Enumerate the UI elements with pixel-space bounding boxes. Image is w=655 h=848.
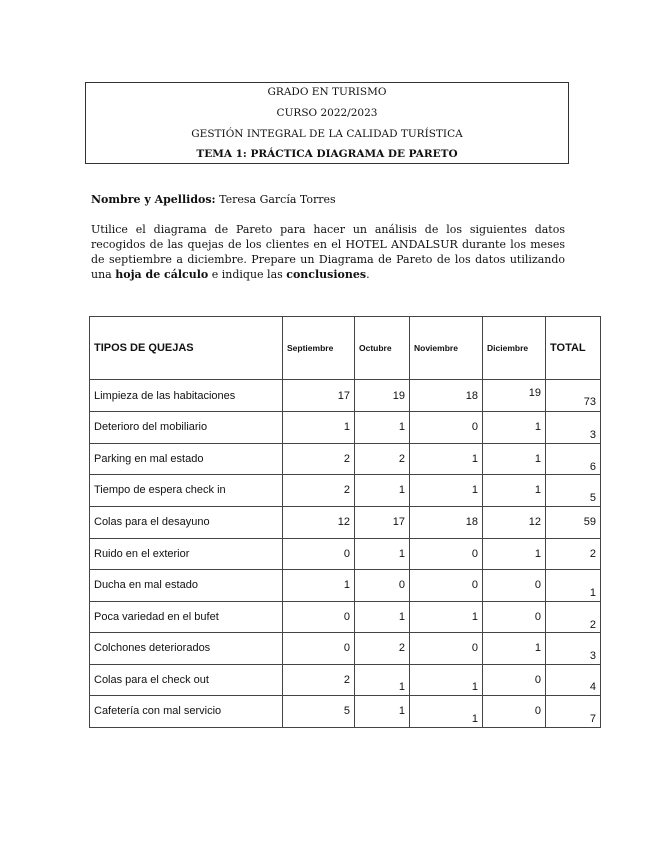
topic-title: TEMA 1: PRÁCTICA DIAGRAMA DE PARETO: [196, 148, 458, 160]
header-octubre: Octubre: [355, 317, 410, 380]
cell-oct: [355, 380, 410, 412]
value: 2: [343, 452, 350, 465]
document-header: [85, 82, 569, 164]
header-diciembre: Diciembre: [483, 317, 546, 380]
value: 2: [343, 673, 350, 686]
value: 1: [398, 705, 405, 718]
cell-nov: [410, 443, 483, 475]
value: 7: [589, 713, 596, 726]
value: 0: [534, 673, 541, 686]
value: 19: [528, 386, 541, 399]
value: 73: [583, 395, 596, 408]
table-row: [90, 475, 601, 507]
cell-total: [546, 601, 601, 633]
complaints-table: [89, 316, 601, 728]
cell-total: [546, 664, 601, 696]
cell-dic: [483, 475, 546, 507]
cell-total: [546, 380, 601, 412]
value: 1: [589, 587, 596, 600]
value: 1: [398, 421, 405, 434]
cell-sep: [283, 443, 355, 475]
cell-oct: [355, 412, 410, 444]
value: 5: [589, 492, 596, 505]
student-name-line: [91, 193, 571, 207]
cell-oct: [355, 570, 410, 602]
value: 1: [471, 452, 478, 465]
cell-sep: [283, 412, 355, 444]
cell-dic: [483, 380, 546, 412]
cell-total: [546, 696, 601, 728]
value: 1: [534, 484, 541, 497]
instructions-bold-2: conclusiones: [286, 268, 367, 281]
value: 1: [471, 713, 478, 726]
cell-sep: [283, 570, 355, 602]
cell-tipo: Colas para el check out: [90, 664, 283, 696]
cell-nov: [410, 380, 483, 412]
cell-nov: [410, 664, 483, 696]
value: 1: [471, 680, 478, 693]
value: 2: [398, 642, 405, 655]
instructions-text-3: .: [366, 268, 370, 281]
student-name: Teresa García Torres: [219, 193, 336, 206]
cell-nov: [410, 506, 483, 538]
cell-nov: [410, 570, 483, 602]
value: 0: [343, 547, 350, 560]
table-row: [90, 664, 601, 696]
value: 1: [343, 579, 350, 592]
cell-tipo: Colas para el desayuno: [90, 506, 283, 538]
header-septiembre: Septiembre: [283, 317, 355, 380]
value: 6: [589, 460, 596, 473]
cell-dic: [483, 506, 546, 538]
value: 0: [534, 610, 541, 623]
value: 2: [343, 484, 350, 497]
table-row: [90, 570, 601, 602]
cell-tipo: Poca variedad en el bufet: [90, 601, 283, 633]
table-row: [90, 696, 601, 728]
cell-oct: [355, 506, 410, 538]
cell-dic: [483, 601, 546, 633]
cell-total: [546, 443, 601, 475]
value: 2: [589, 618, 596, 631]
cell-dic: [483, 538, 546, 570]
cell-dic: [483, 664, 546, 696]
value: 3: [589, 650, 596, 663]
value: 2: [589, 547, 596, 560]
header-noviembre: Noviembre: [410, 317, 483, 380]
table-row: [90, 506, 601, 538]
value: 1: [398, 610, 405, 623]
degree-title: GRADO EN TURISMO: [267, 86, 387, 98]
table-row: [90, 412, 601, 444]
cell-oct: [355, 664, 410, 696]
table-row: [90, 601, 601, 633]
cell-oct: [355, 601, 410, 633]
cell-oct: [355, 443, 410, 475]
student-name-label: Nombre y Apellidos:: [91, 193, 216, 206]
table-row: [90, 538, 601, 570]
cell-total: [546, 633, 601, 665]
value: 0: [471, 642, 478, 655]
instructions-text-1: Utilice el diagrama de Pareto para hacer un análisis de los siguientes datos recogidos de las quejas de los clientes en el HOTEL ANDALSUR durante los meses de septiembre a diciembre. Prepare un Diagrama de Pareto de los datos utilizando una: [91, 223, 565, 281]
cell-total: [546, 475, 601, 507]
value: 1: [534, 642, 541, 655]
value: 1: [471, 484, 478, 497]
cell-tipo: Tiempo de espera check in: [90, 475, 283, 507]
value: 1: [534, 547, 541, 560]
value: 0: [471, 547, 478, 560]
value: 2: [398, 452, 405, 465]
value: 19: [392, 389, 405, 402]
cell-nov: [410, 475, 483, 507]
value: 1: [471, 610, 478, 623]
value: 0: [534, 705, 541, 718]
header-total: TOTAL: [546, 317, 601, 380]
cell-sep: [283, 633, 355, 665]
value: 12: [528, 516, 541, 528]
value: 1: [398, 680, 405, 693]
value: 0: [471, 421, 478, 434]
value: 4: [589, 680, 596, 693]
cell-dic: [483, 633, 546, 665]
cell-nov: [410, 601, 483, 633]
cell-sep: [283, 380, 355, 412]
header-tipos: TIPOS DE QUEJAS: [90, 317, 283, 380]
value: 18: [465, 389, 478, 402]
cell-sep: [283, 475, 355, 507]
value: 0: [343, 642, 350, 655]
instructions-text-2: e indique las: [208, 268, 287, 281]
value: 0: [398, 579, 405, 592]
cell-sep: [283, 601, 355, 633]
cell-total: [546, 570, 601, 602]
value: 59: [583, 516, 596, 528]
cell-oct: [355, 696, 410, 728]
cell-sep: [283, 664, 355, 696]
cell-dic: [483, 696, 546, 728]
cell-dic: [483, 412, 546, 444]
cell-tipo: Ruido en el exterior: [90, 538, 283, 570]
table-row: [90, 633, 601, 665]
cell-tipo: Colchones deteriorados: [90, 633, 283, 665]
value: 17: [392, 516, 405, 528]
table-header-row: [90, 317, 601, 380]
value: 17: [337, 389, 350, 402]
cell-nov: [410, 633, 483, 665]
cell-tipo: Cafetería con mal servicio: [90, 696, 283, 728]
course-year: CURSO 2022/2023: [276, 107, 378, 119]
cell-total: [546, 538, 601, 570]
value: 1: [343, 421, 350, 434]
cell-sep: [283, 538, 355, 570]
instructions-paragraph: [91, 222, 565, 282]
value: 1: [398, 484, 405, 497]
cell-oct: [355, 538, 410, 570]
cell-tipo: Ducha en mal estado: [90, 570, 283, 602]
cell-dic: [483, 570, 546, 602]
value: 3: [589, 429, 596, 442]
cell-total: [546, 506, 601, 538]
cell-oct: [355, 475, 410, 507]
cell-sep: [283, 696, 355, 728]
cell-sep: [283, 506, 355, 538]
cell-nov: [410, 696, 483, 728]
cell-tipo: Parking en mal estado: [90, 443, 283, 475]
cell-tipo: Limpieza de las habitaciones: [90, 380, 283, 412]
instructions-bold-1: hoja de cálculo: [115, 268, 209, 281]
cell-tipo: Deterioro del mobiliario: [90, 412, 283, 444]
value: 0: [343, 610, 350, 623]
value: 12: [337, 516, 350, 528]
value: 1: [534, 421, 541, 434]
cell-dic: [483, 443, 546, 475]
value: 0: [534, 579, 541, 592]
table-row: [90, 443, 601, 475]
subject-title: GESTIÓN INTEGRAL DE LA CALIDAD TURÍSTICA: [191, 128, 463, 140]
cell-oct: [355, 633, 410, 665]
value: 5: [343, 705, 350, 718]
value: 1: [398, 547, 405, 560]
value: 0: [471, 579, 478, 592]
value: 18: [465, 516, 478, 528]
cell-nov: [410, 412, 483, 444]
value: 1: [534, 452, 541, 465]
table-row: [90, 380, 601, 412]
cell-total: [546, 412, 601, 444]
cell-nov: [410, 538, 483, 570]
